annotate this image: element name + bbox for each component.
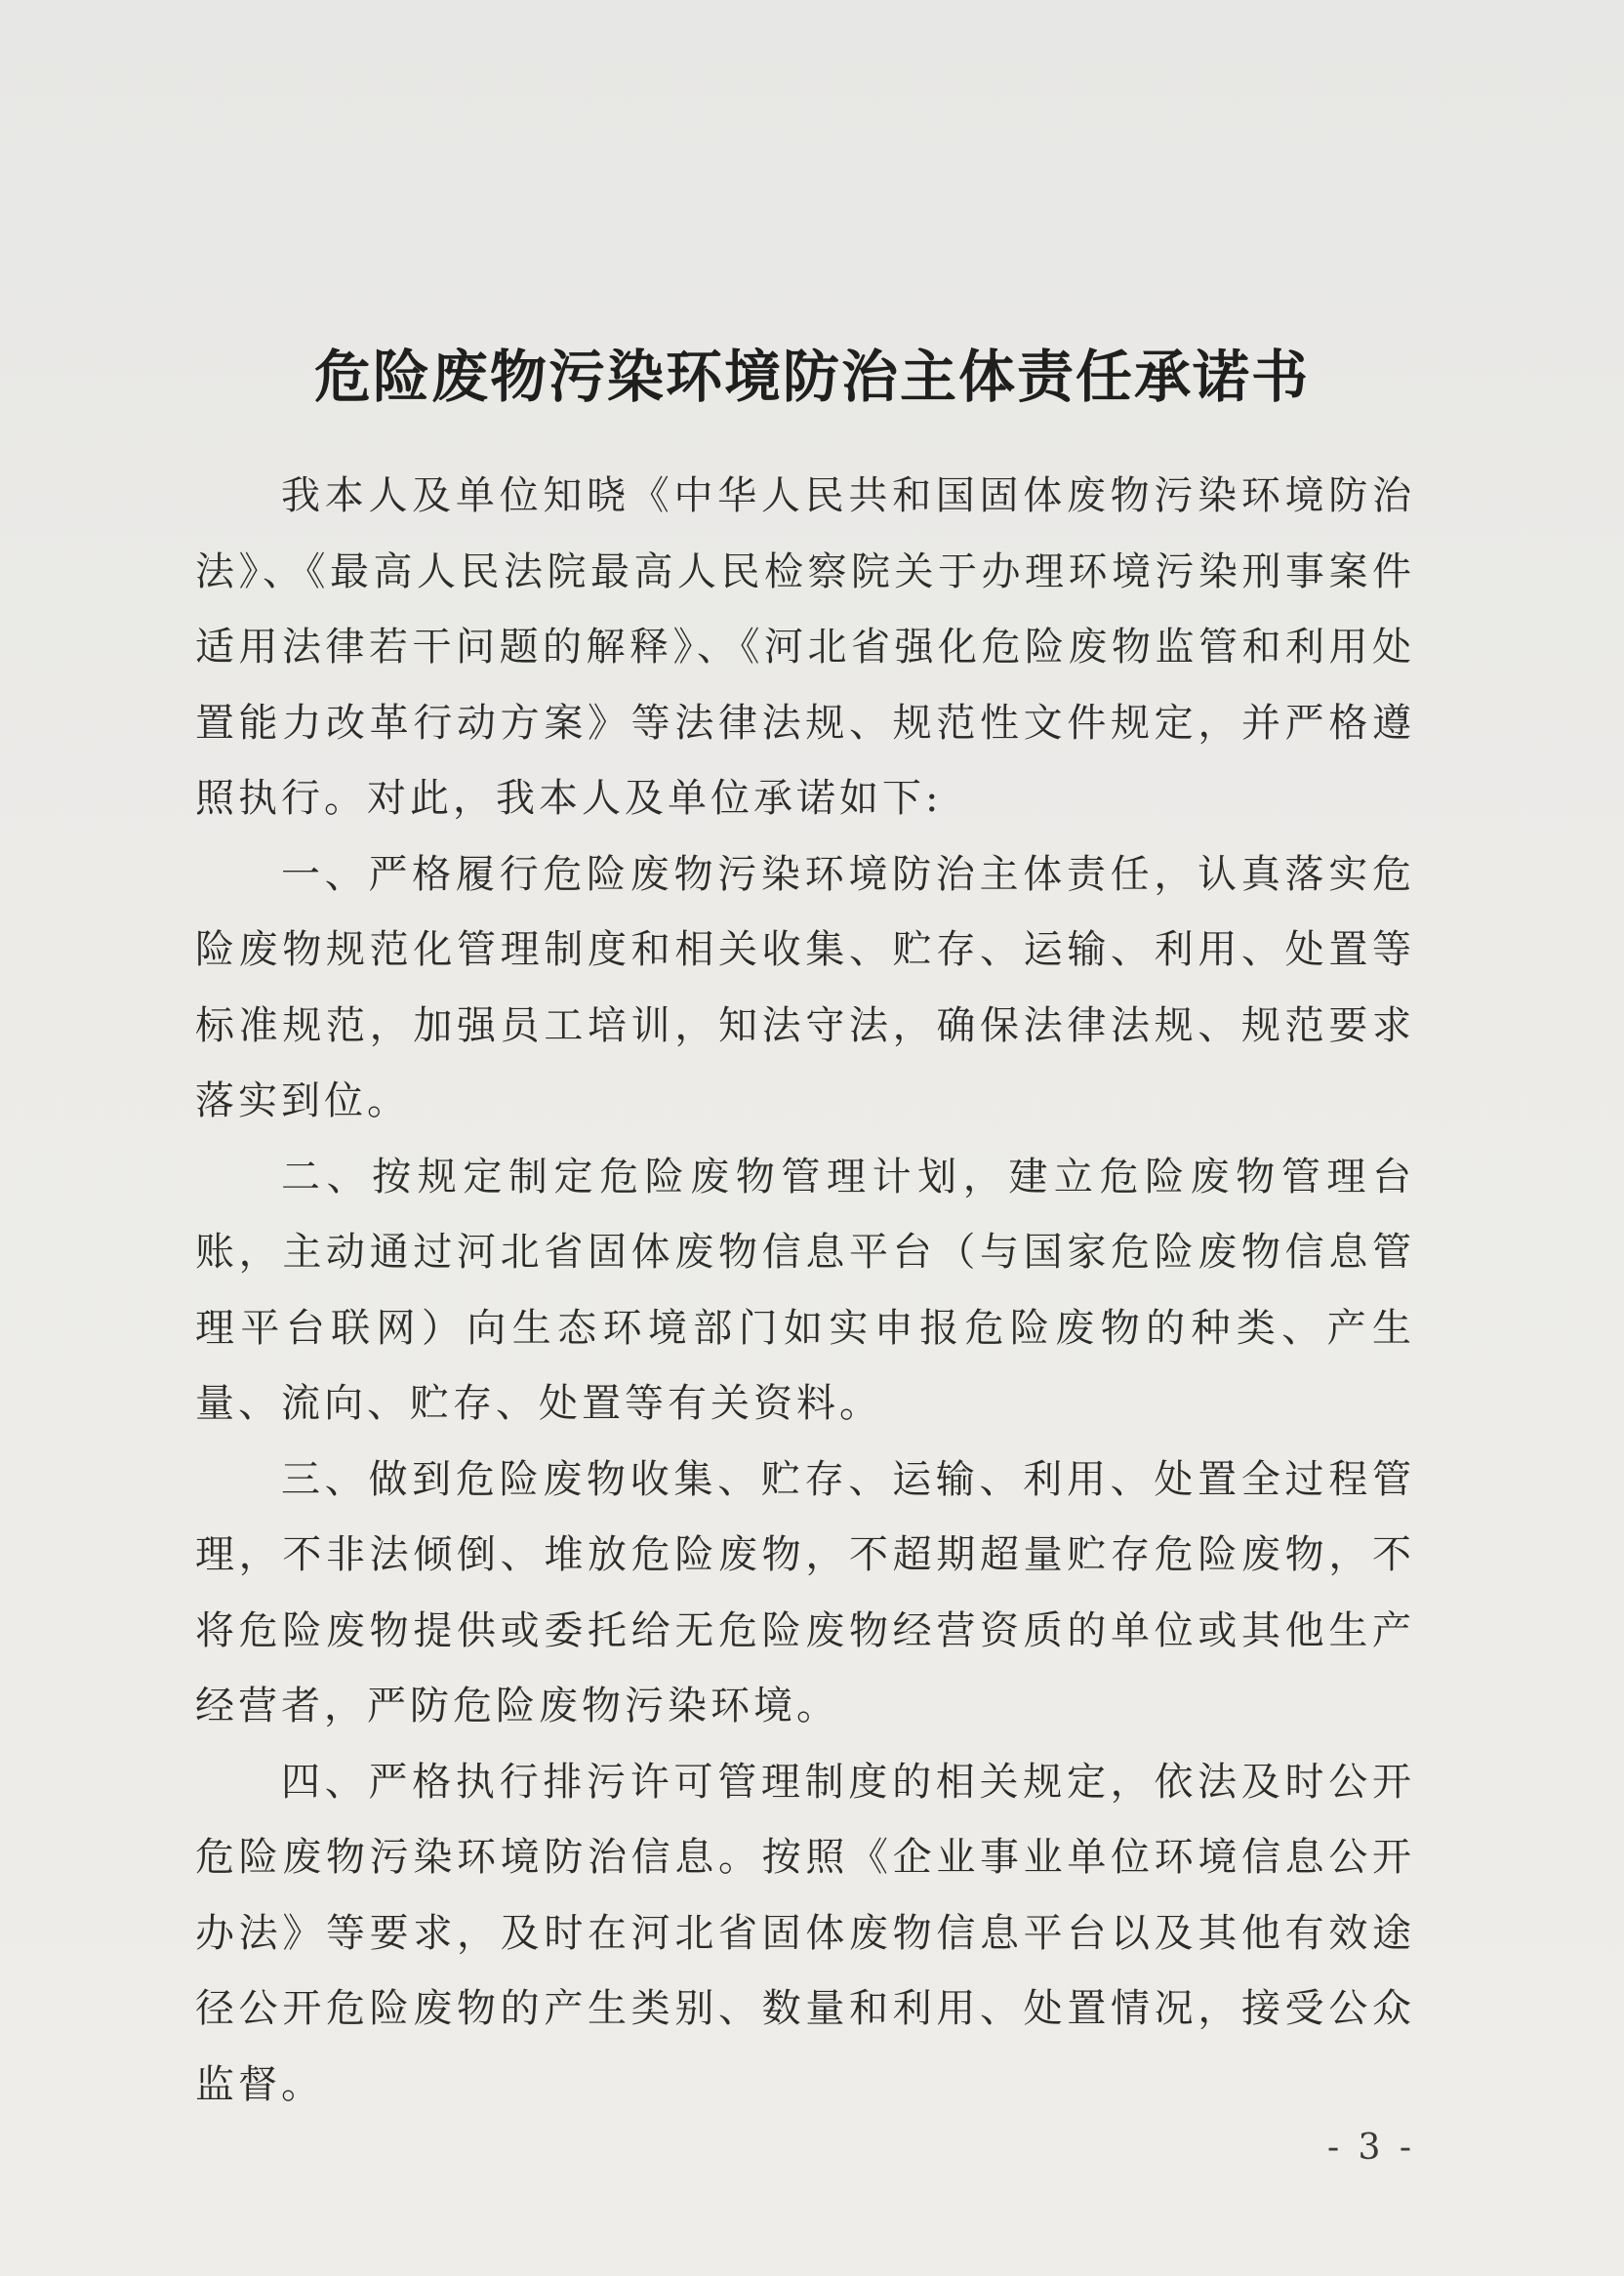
paragraph-intro: 我本人及单位知晓《中华人民共和国固体废物污染环境防治法》、《最高人民法院最高人民检察院关于办理环境污染刑事案件适用法律若干问题的解释》、《河北省强化危险废物监管和利用处置能力改革行动方案》等法律法规、规范性文件规定，并严格遵照执行。对此，我本人及单位承诺如下: [195, 473, 1415, 821]
paragraph-commitment-1: 一、严格履行危险废物污染环境防治主体责任，认真落实危险废物规范化管理制度和相关收集、贮存、运输、利用、处置等标准规范，加强员工培训，知法守法，确保法律法规、规范要求落实到位。 [195, 851, 1415, 1123]
document-body [195, 459, 1415, 2123]
document-title: 危险废物污染环境防治主体责任承诺书 [313, 343, 1310, 410]
page-number: - 3 - [1326, 2128, 1416, 2168]
paragraph-commitment-4: 四、严格执行排污许可管理制度的相关规定，依法及时公开危险废物污染环境防治信息。按照《企业事业单位环境信息公开办法》等要求，及时在河北省固体废物信息平台以及其他有效途径公开危险废物的产生类别、数量和利用、处置情况，接受公众监督。 [195, 1759, 1415, 2107]
paragraph-commitment-2: 二、按规定制定危险废物管理计划，建立危险废物管理台账，主动通过河北省固体废物信息平台（与国家危险废物信息管理平台联网）向生态环境部门如实申报危险废物的种类、产生量、流向、贮存、处置等有关资料。 [195, 1154, 1415, 1426]
paragraph-commitment-3: 三、做到危险废物收集、贮存、运输、利用、处置全过程管理，不非法倾倒、堆放危险废物，不超期超量贮存危险废物，不将危险废物提供或委托给无危险废物经营资质的单位或其他生产经营者，严防危险废物污染环境。 [195, 1456, 1415, 1728]
